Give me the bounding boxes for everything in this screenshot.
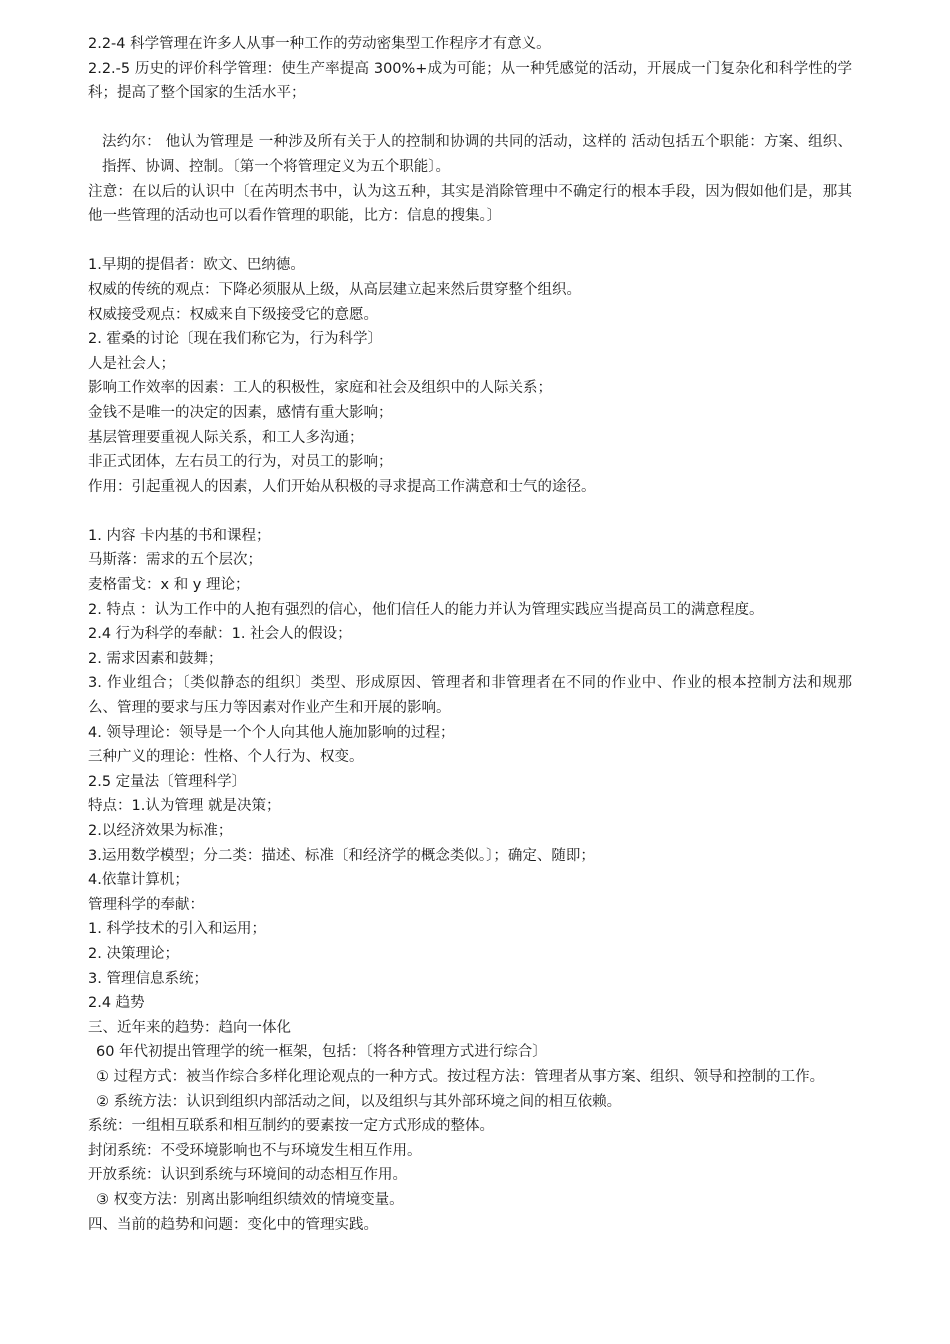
paragraph-process-approach: ① 过程方式：被当作综合多样化理论观点的一种方式。按过程方法：管理者从事方案、组织、领导和控制的工作。: [96, 1068, 825, 1085]
paragraph-2-2-5: 2.2.-5 历史的评价科学管理：使生产率提高 300%+成为可能；从一种凭感觉的活动，开展成一门复杂化和科学性的学科；提高了整个国家的生活水平；: [88, 60, 852, 102]
paragraph-contingency: ③ 权变方法：别离出影响组织绩效的情境变量。: [96, 1191, 404, 1208]
paragraph-efficiency-factors: 影响工作效率的因素：工人的积极性，家庭和社会及组织中的人际关系；: [88, 380, 552, 397]
paragraph-60s-framework: 60 年代初提出管理学的统一框架，包括：〔将各种管理方式进行综合〕: [96, 1044, 547, 1061]
paragraph-systems-approach: ② 系统方法：认识到组织内部活动之间，以及组织与其外部环境之间的相互依赖。: [96, 1093, 622, 1110]
paragraph-money: 金钱不是唯一的决定的因素，感情有重大影响；: [88, 404, 393, 421]
paragraph-social-man: 人是社会人；: [88, 355, 175, 372]
paragraph-ms-2: 2. 决策理论；: [88, 945, 179, 962]
paragraph-ms-1: 1. 科学技术的引入和运用；: [88, 921, 266, 938]
document-body: [88, 32, 852, 1237]
blank-line: [88, 499, 852, 524]
section-heading-current-trends: 四、当前的趋势和问题：变化中的管理实践。: [88, 1216, 378, 1233]
paragraph-early-advocates: 1.早期的提倡者：欧文、巴纳德。: [88, 257, 305, 274]
paragraph-behavioral-contribution: 2.4 行为科学的奉献：1. 社会人的假设；: [88, 626, 352, 643]
paragraph-quantitative: 2.5 定量法〔管理科学〕: [88, 773, 247, 790]
paragraph-fayol: 法约尔： 他认为管理是 一种涉及所有关于人的控制和协调的共同的活动，这样的 活动包括五个职能：方案、组织、指挥、协调、控制。〔第一个将管理定义为五个职能〕。: [102, 134, 852, 175]
paragraph-2-2-4: 2.2-4 科学管理在许多人从事一种工作的劳动密集型工作程序才有意义。: [88, 36, 551, 52]
paragraph-three-theories: 三种广义的理论：性格、个人行为、权变。: [88, 749, 364, 766]
blank-line: [88, 229, 852, 254]
paragraph-note: 注意：在以后的认识中〔在芮明杰书中，认为这五种，其实是消除管理中不确定行的根本手段，因为假如他们是，那其他一些管理的活动也可以看作管理的职能，比方：信息的搜集。〕: [88, 183, 852, 225]
paragraph-quant-feature-1: 特点：1.认为管理 就是决策；: [88, 798, 281, 815]
paragraph-content: 1. 内容 卡内基的书和课程；: [88, 527, 271, 544]
paragraph-effect: 作用：引起重视人的因素，人们开始从积极的寻求提高工作满意和士气的途径。: [88, 478, 596, 495]
paragraph-ms-3: 3. 管理信息系统；: [88, 970, 208, 987]
paragraph-informal-groups: 非正式团体，左右员工的行为，对员工的影响；: [88, 454, 393, 471]
paragraph-work-groups: 3. 作业组合；〔类似静态的组织〕类型、形成原因、管理者和非管理者在不同的作业中、作业的根本控制方法和规那么、管理的要求与压力等因素对作业产生和开展的影响。: [88, 675, 852, 717]
paragraph-leadership: 4. 领导理论：领导是一个个人向其他人施加影响的过程；: [88, 724, 455, 741]
blank-line: [88, 106, 852, 131]
paragraph-acceptance-authority: 权威接受观点：权威来自下级接受它的意愿。: [88, 306, 378, 323]
paragraph-relations: 基层管理要重视人际关系，和工人多沟通；: [88, 429, 364, 446]
paragraph-ms-contribution: 管理科学的奉献：: [88, 896, 204, 913]
paragraph-traditional-authority: 权威的传统的观点：下降必须服从上级，从高层建立起来然后贯穿整个组织。: [88, 281, 581, 298]
paragraph-quant-feature-4: 4.依靠计算机；: [88, 872, 189, 889]
paragraph-maslow: 马斯落：需求的五个层次；: [88, 552, 262, 569]
paragraph-mcgregor: 麦格雷戈：x 和 y 理论；: [88, 577, 250, 594]
paragraph-hawthorne: 2. 霍桑的讨论〔现在我们称它为，行为科学〕: [88, 331, 382, 348]
section-heading-recent-trends: 三、近年来的趋势：趋向一体化: [88, 1019, 291, 1036]
paragraph-open-system: 开放系统：认识到系统与环境间的动态相互作用。: [88, 1167, 407, 1184]
paragraph-features: 2. 特点 ：认为工作中的人抱有强烈的信心，他们信任人的能力并认为管理实践应当提高员工的满意程度。: [88, 601, 764, 618]
paragraph-quant-feature-3: 3.运用数学模型；分二类：描述、标准〔和经济学的概念类似。〕；确定、随即；: [88, 847, 595, 864]
paragraph-system-definition: 系统：一组相互联系和相互制约的要素按一定方式形成的整体。: [88, 1118, 494, 1135]
paragraph-needs: 2. 需求因素和鼓舞；: [88, 650, 223, 667]
paragraph-quant-feature-2: 2.以经济效果为标准；: [88, 823, 233, 839]
paragraph-trend: 2.4 趋势: [88, 995, 145, 1012]
paragraph-closed-system: 封闭系统：不受环境影响也不与环境发生相互作用。: [88, 1142, 422, 1159]
